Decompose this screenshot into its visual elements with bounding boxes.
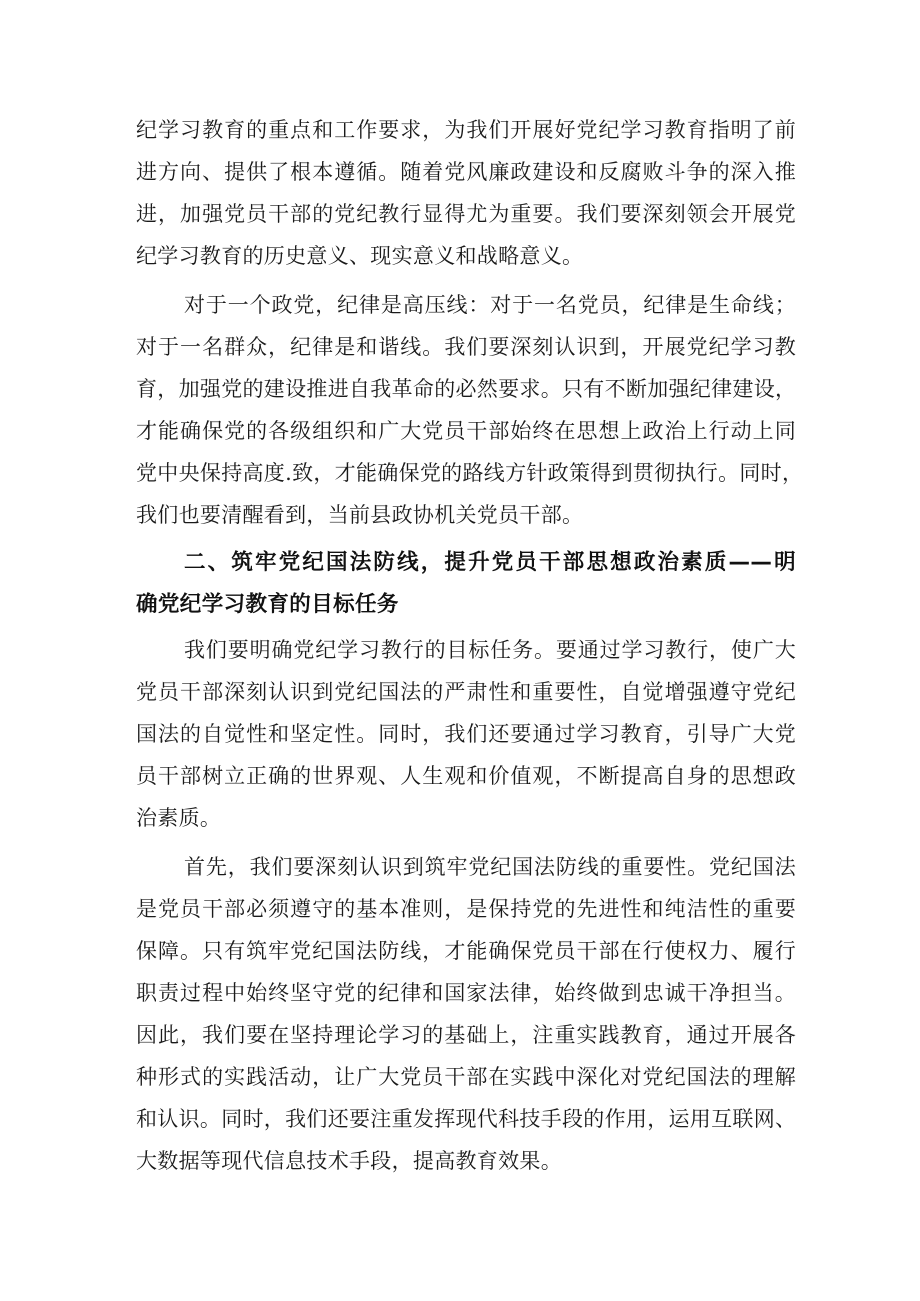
paragraph-line: 首先，我们要深刻认识到筑牢党纪国法防线的重要性。党纪国法	[184, 855, 796, 879]
paragraph-line: 保障。只有筑牢党纪国法防线，才能确保党员干部在行使权力、履行	[136, 939, 796, 963]
heading-line: 确党纪学习教育的目标任务	[136, 592, 399, 617]
paragraph-line: 进，加强党员干部的党纪教行显得尤为重要。我们要深刻领会开展党	[136, 202, 796, 226]
paragraph-line: 党员干部深刻认识到党纪国法的严肃性和重要性，自觉增强遵守党纪	[136, 680, 796, 704]
paragraph-line: 对于一名群众，纪律是和谐线。我们要深刻认识到，开展党纪学习教	[136, 335, 796, 359]
paragraph-line: 职责过程中始终坚守党的纪律和国家法律，始终做到忠诚干净担当。	[136, 981, 796, 1005]
paragraph-line: 我们要明确党纪学习教行的目标任务。要通过学习教行，使广大	[184, 638, 796, 662]
paragraph-line: 治素质。	[136, 806, 222, 830]
paragraph-line: 进方向、提供了根本遵循。随着党风廉政建设和反腐败斗争的深入推	[136, 160, 796, 184]
paragraph-line: 才能确保党的各级组织和广大党员干部始终在思想上政治上行动上同	[136, 419, 796, 443]
paragraph-line: 育，加强党的建设推进自我革命的必然要求。只有不断加强纪律建设，	[136, 377, 797, 401]
paragraph-line: 纪学习教育的重点和工作要求，为我们开展好党纪学习教育指明了前	[136, 118, 796, 142]
paragraph-line: 我们也要清醒看到，当前县政协机关党员干部。	[136, 503, 584, 527]
paragraph-line: 因此，我们要在坚持理论学习的基础上，注重实践教育，通过开展各	[136, 1023, 796, 1047]
paragraph-line: 大数据等现代信息技术手段，提高教育效果。	[136, 1149, 562, 1173]
paragraph-line: 党中央保持高度.致，才能确保党的路线方针政策得到贯彻执行。同时，	[136, 461, 804, 485]
paragraph-line: 和认识。同时，我们还要注重发挥现代科技手段的作用，运用互联网、	[136, 1107, 797, 1131]
paragraph-line: 员干部树立正确的世界观、人生观和价值观，不断提高自身的思想政	[136, 764, 796, 788]
paragraph-line: 对于一个政党，纪律是高压线：对于一名党员，纪律是生命线；	[184, 293, 796, 317]
paragraph-line: 国法的自觉性和坚定性。同时，我们还要通过学习教育，引导广大党	[136, 722, 796, 746]
paragraph-line: 是党员干部必须遵守的基本准则，是保持党的先进性和纯洁性的重要	[136, 897, 796, 921]
paragraph-line: 纪学习教育的历史意义、现实意义和战略意义。	[136, 244, 584, 268]
paragraph-line: 种形式的实践活动，让广大党员干部在实践中深化对党纪国法的理解	[136, 1065, 796, 1089]
heading-line: 二、筑牢党纪国法防线，提升党员干部思想政治素质——明	[184, 550, 796, 575]
